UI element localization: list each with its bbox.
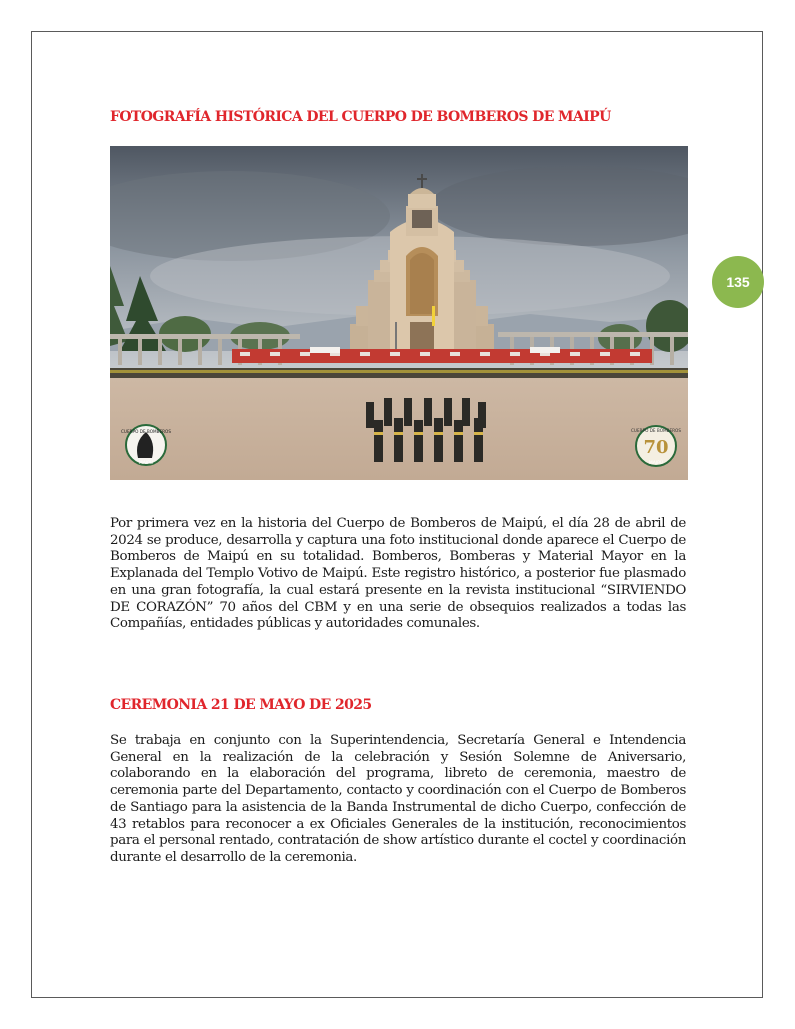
- fire-truck-row: [232, 347, 652, 363]
- historic-photo-paragraph: Por primera vez en la historia del Cuerpo de Bomberos de Maipú, el día 28 de abril de 2024 se produce, desarrolla y captura una foto institucional donde aparece el Cuerpo de Bomberos de Maipú en su totalidad. Bomberos, Bomberas y Material Mayor en la Explanada del Templo Votivo de Maipú. Este registro histórico, a posterior fue plasmado en una gran fotografía, la cual estará presente en la revista institucional “SIRVIENDO DE CORAZÓN” 70 años del CBM y en una serie de obsequios realizados a todas las Compañías, entidades públicas y autoridades comunales.: [110, 516, 686, 632]
- logo-left-label: CUERPO DE BOMBEROS: [121, 429, 171, 434]
- historic-group-photo: [110, 146, 688, 480]
- page-number-badge: 135: [712, 256, 764, 308]
- ceremony-paragraph: Se trabaja en conjunto con la Superintendencia, Secretaría General e Intendencia General en la realización de la celebración y Sesión Solemne de Aniversario, colaborando en la elaboración del programa, libreto de ceremonia, maestro de ceremonia parte del Departamento, contacto y coordinación con el Cuerpo de Bomberos de Santiago para la asistencia de la Banda Instrumental de dicho Cuerpo, confección de 43 retablos para reconocer a ex Oficiales Generales de la institución, reconocimientos para el personal rentado, contratación de show artístico durante el coctel y coordinación durante el desarrollo de la ceremonia.: [110, 733, 686, 865]
- logo-right-label: CUERPO DE BOMBEROS: [631, 428, 681, 433]
- logo-left-caption: MAIPÚ: [138, 461, 154, 466]
- section-title-ceremony: CEREMONIA 21 DE MAYO DE 2025: [110, 697, 372, 713]
- logo-right-caption: MAIPÚ: [648, 461, 664, 466]
- section-title-historic-photo: FOTOGRAFÍA HISTÓRICA DEL CUERPO DE BOMBEROS DE MAIPÚ: [110, 109, 611, 125]
- logo-right-number: 70: [643, 437, 669, 458]
